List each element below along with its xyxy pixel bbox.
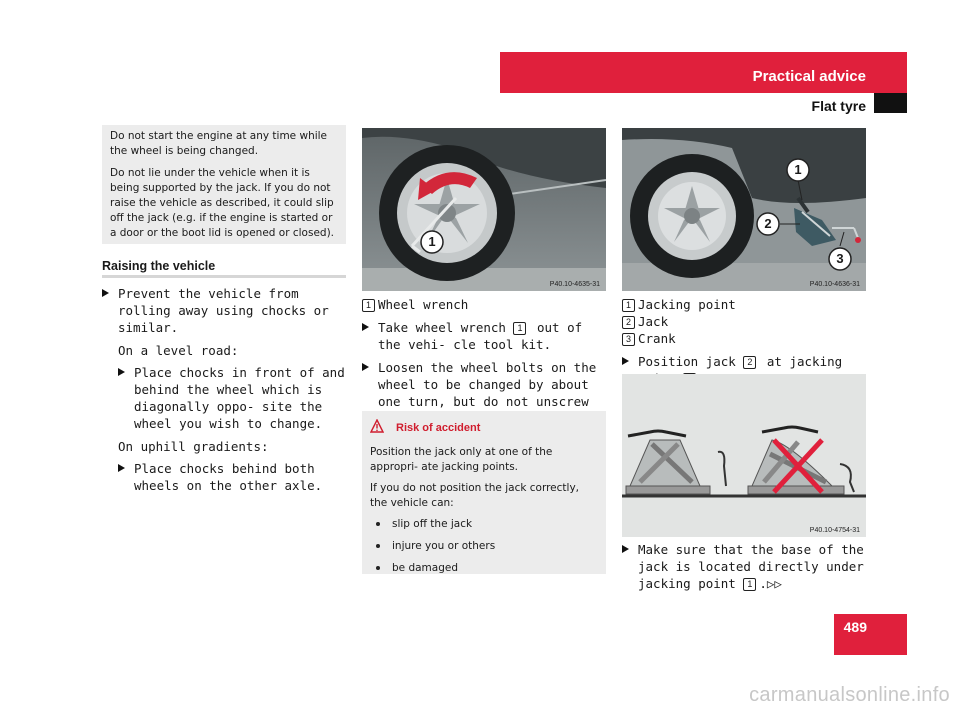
arrow-bullet-icon — [118, 464, 125, 472]
figure-code: P40.10-4635-31 — [549, 281, 600, 288]
section-title: Practical advice — [752, 68, 866, 85]
bullet-dot-icon — [376, 522, 380, 526]
level-road-label: On a level road: — [118, 343, 239, 358]
step-item: Place chocks in front of and behind the wheel which is diagonally oppo- site the wheel you wish to change. — [118, 364, 346, 432]
callout-number: 1 — [428, 234, 436, 249]
step-item: Position jack 2 at jacking — [622, 353, 866, 387]
page-number: 489 — [843, 619, 867, 635]
jack-position-diagram — [622, 374, 866, 537]
legend-number-icon: 1 — [362, 299, 375, 312]
section-rule — [102, 275, 346, 278]
jack-comparison-illustration — [622, 374, 866, 537]
warning-list-item: slip off the jack — [370, 517, 598, 532]
warning-triangle-icon — [370, 419, 384, 433]
col3-final-step — [622, 541, 872, 598]
ref-number-icon: 1 — [513, 322, 526, 335]
raising-steps — [102, 285, 346, 500]
watermark-text: carmanualsonline.info — [749, 684, 950, 706]
arrow-bullet-icon — [118, 368, 125, 376]
wheel-wrench-photo — [362, 128, 606, 291]
arrow-bullet-icon — [102, 289, 109, 297]
arrow-bullet-icon — [362, 323, 369, 331]
warning-paragraph: Position the jack only at one of the appropri- ate jacking points. — [370, 446, 553, 473]
figure-code: P40.10-4636-31 — [809, 281, 860, 288]
callout-number: 2 — [764, 216, 772, 231]
arrow-bullet-icon — [622, 357, 629, 365]
warning-paragraph: If you do not position the jack correctly, the vehicle can: — [370, 482, 579, 509]
legend-number-icon: 2 — [622, 316, 635, 329]
bullet-dot-icon — [376, 544, 380, 548]
note-paragraph: Do not start the engine at any time while the wheel is being changed. — [110, 130, 328, 157]
subsection-title: Flat tyre — [811, 98, 866, 114]
arrow-bullet-icon — [622, 545, 629, 553]
ref-number-icon: 1 — [743, 578, 756, 591]
jack-illustration — [622, 128, 866, 291]
wheel-wrench-illustration — [362, 128, 606, 291]
legend-item: 2 Jack — [622, 313, 866, 330]
figure-code: P40.10-4754-31 — [809, 527, 860, 534]
step-item: Place chocks behind both wheels on the other axle. — [118, 460, 346, 494]
callout-number: 3 — [836, 251, 844, 266]
ref-number-icon: 2 — [743, 356, 756, 369]
note-paragraph: Do not lie under the vehicle when it is being supported by the jack. If you do not raise the vehicle as described, it could slip off the jack (e.g. if the engine is started or a door or the boot lid is opened or closed). — [110, 167, 335, 239]
note-box — [102, 125, 346, 244]
uphill-label: On uphill gradients: — [118, 439, 269, 454]
jacking-point-photo — [622, 128, 866, 291]
step-item: Prevent the vehicle from rolling away using chocks or similar. — [102, 285, 346, 336]
callout-number: 1 — [794, 162, 802, 177]
warning-header — [370, 419, 598, 436]
legend-item: 1 Wheel wrench — [362, 296, 606, 313]
raising-title: Raising the vehicle — [102, 259, 216, 273]
warning-box — [362, 411, 606, 574]
legend-item: 3 Crank — [622, 330, 866, 347]
warning-list-item: injure you or others — [370, 539, 598, 554]
warning-title: Risk of accident — [396, 422, 481, 434]
legend-number-icon: 3 — [622, 333, 635, 346]
header-tab-marker — [874, 93, 907, 113]
warning-list-item: be damaged — [370, 561, 598, 576]
arrow-bullet-icon — [362, 363, 369, 371]
step-item: Make sure that the base of the jack is located directly under jacking point 1 .▷▷ — [622, 541, 872, 592]
legend-number-icon: 1 — [622, 299, 635, 312]
step-item: Take wheel wrench 1 out of the vehi- cle tool kit. — [362, 319, 606, 353]
bullet-dot-icon — [376, 566, 380, 570]
legend-item: 1 Jacking point — [622, 296, 866, 313]
step-item: Loosen the wheel bolts on the wheel to be changed by about one turn, but do not unscrew — [362, 359, 606, 427]
